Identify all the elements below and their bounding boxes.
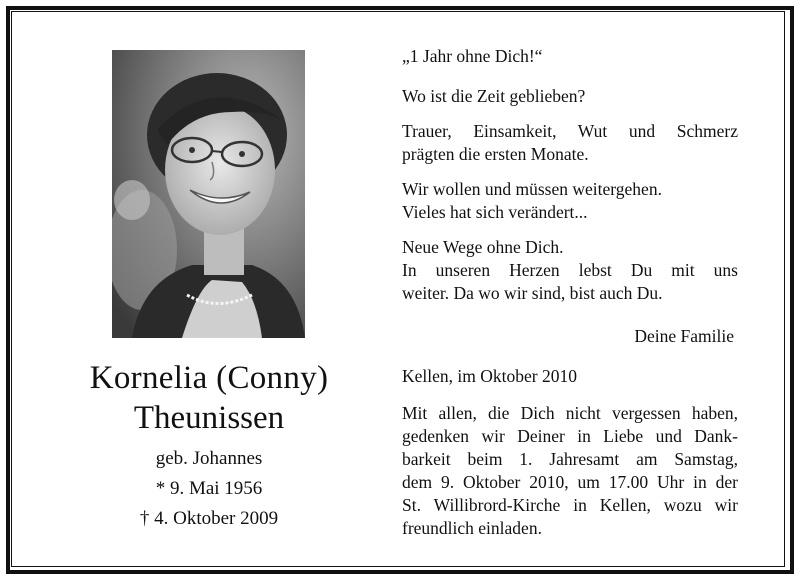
invitation-line: freundlich einladen. bbox=[402, 518, 542, 538]
poem-line: weiter. Da wo wir sind, bist auch Du. bbox=[402, 283, 663, 303]
invitation-line: dem 9. Oktober 2010, um 17.00 Uhr in der bbox=[402, 472, 738, 492]
portrait-photo bbox=[112, 50, 305, 338]
poem-line: Vieles hat sich verändert... bbox=[402, 202, 588, 222]
place-date: Kellen, im Oktober 2010 bbox=[402, 366, 577, 386]
maiden-name: geb. Johannes bbox=[155, 448, 263, 469]
poem-line: Trauer, Einsamkeit, Wut und Schmerz bbox=[402, 121, 738, 141]
signature: Deine Familie bbox=[634, 326, 734, 346]
poem-line: Wo ist die Zeit geblieben? bbox=[402, 86, 586, 106]
death-date: † 4. Oktober 2009 bbox=[139, 508, 279, 529]
birth-date: * 9. Mai 1956 bbox=[155, 478, 263, 499]
poem-line: Wir wollen und müssen weitergehen. bbox=[402, 179, 662, 199]
invitation-line: Mit allen, die Dich nicht vergessen haben, bbox=[402, 403, 738, 423]
poem-line: Neue Wege ohne Dich. bbox=[402, 237, 564, 257]
name-first-line: Kornelia (Conny) bbox=[89, 360, 329, 396]
poem-line: In unseren Herzen lebst Du mit uns bbox=[402, 260, 738, 280]
poem-stanza-1 bbox=[402, 120, 738, 166]
poem-stanza-3 bbox=[402, 236, 738, 305]
invitation-line: St. Willibrord-Kirche in Kellen, wozu wir bbox=[402, 495, 738, 515]
poem-line: prägten die ersten Monate. bbox=[402, 144, 589, 164]
invitation-text bbox=[402, 402, 738, 540]
poem-stanza-2 bbox=[402, 178, 738, 224]
poem-title: „1 Jahr ohne Dich!“ bbox=[402, 46, 543, 66]
invitation-line: barkeit beim 1. Jahresamt am Samstag, bbox=[402, 449, 738, 469]
invitation-line: gedenken wir Deiner in Liebe und Dank- bbox=[402, 426, 738, 446]
name-surname: Theunissen bbox=[133, 400, 285, 436]
